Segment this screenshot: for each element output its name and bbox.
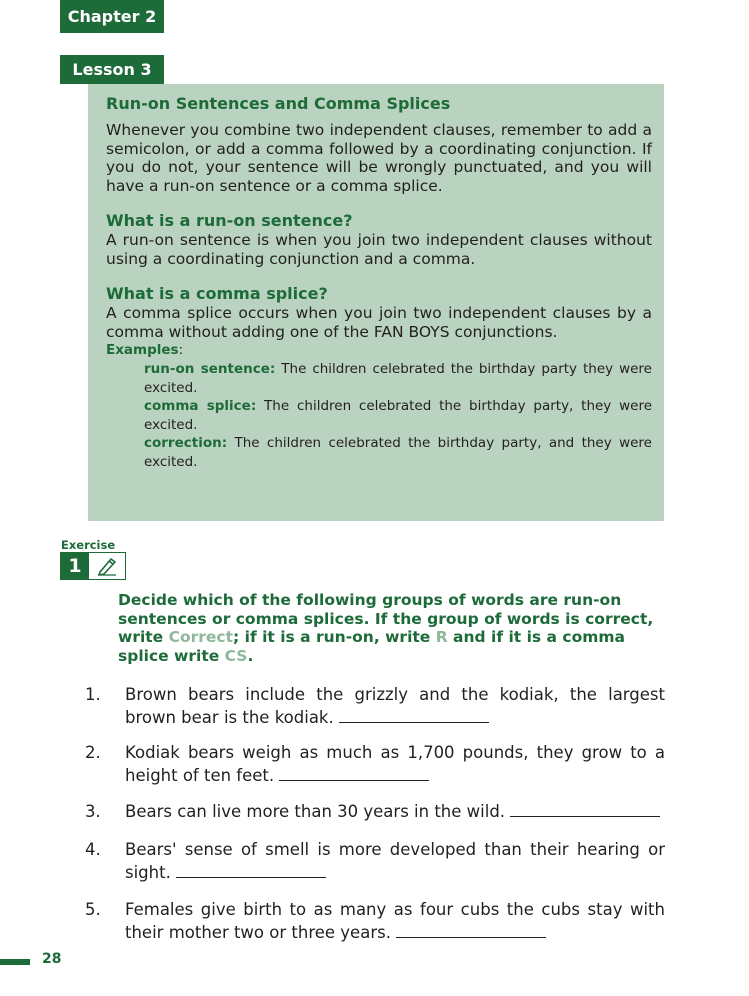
answer-blank[interactable] bbox=[396, 922, 546, 938]
exercise-instructions: Decide which of the following groups of words are run-on sentences or comma splices. If the group of words is correct, write Correct; if it is a run-on, write R and if it is a comma splice write CS. bbox=[118, 591, 654, 665]
splice-heading: What is a comma splice? bbox=[106, 284, 328, 303]
exercise-item: 2. Kodiak bears weigh as much as 1,700 pounds, they grow to a height of ten feet. bbox=[85, 743, 665, 785]
example-item: run-on sentence: The children celebrated the birthday party they were excited. bbox=[144, 361, 652, 396]
answer-blank[interactable] bbox=[510, 801, 660, 817]
lesson-intro: Whenever you combine two independent clauses, remember to add a semicolon, or add a comma followed by a coordinating conjunction. If you do not, your sentence will be wrongly punctuated, and you will have a run-on sentence or a comma splice. bbox=[106, 121, 652, 195]
example-item: comma splice: The children celebrated the birthday party, they were excited. bbox=[144, 398, 653, 433]
chapter-label: Chapter 2 bbox=[67, 7, 157, 26]
chapter-tab bbox=[60, 0, 164, 33]
examples-label: Examples: bbox=[106, 342, 184, 358]
lesson-tab bbox=[60, 55, 164, 84]
example-item: correction: The children celebrated the birthday party, and they were excited. bbox=[144, 435, 652, 470]
answer-blank[interactable] bbox=[176, 862, 326, 878]
lesson-box bbox=[88, 84, 664, 521]
runon-heading: What is a run-on sentence? bbox=[106, 211, 353, 230]
runon-definition: A run-on sentence is when you join two independent clauses without using a coordinating conjunction and a comma. bbox=[106, 231, 652, 268]
exercise-badge bbox=[60, 552, 126, 580]
splice-definition: A comma splice occurs when you join two independent clauses by a comma without adding one of the FAN BOYS conjunctions. bbox=[106, 304, 652, 341]
lesson-title: Run-on Sentences and Comma Splices bbox=[106, 94, 451, 113]
lesson-label: Lesson 3 bbox=[72, 60, 152, 79]
exercise-item: 5. Females give birth to as many as four cubs the cubs stay with their mother two or three years. bbox=[85, 900, 665, 942]
exercise-item: 1. Brown bears include the grizzly and the kodiak, the largest brown bear is the kodiak. bbox=[85, 685, 665, 727]
answer-blank[interactable] bbox=[279, 765, 429, 781]
exercise-label: Exercise bbox=[61, 538, 116, 552]
answer-blank[interactable] bbox=[339, 707, 489, 723]
page-marker bbox=[0, 959, 30, 965]
exercise-item: 4. Bears' sense of smell is more developed than their hearing or sight. bbox=[85, 840, 665, 882]
page-number: 28 bbox=[42, 951, 62, 967]
exercise-item: 3. Bears can live more than 30 years in the wild. bbox=[85, 800, 665, 823]
exercise-number: 1 bbox=[61, 553, 89, 579]
pencil-icon bbox=[89, 553, 125, 579]
